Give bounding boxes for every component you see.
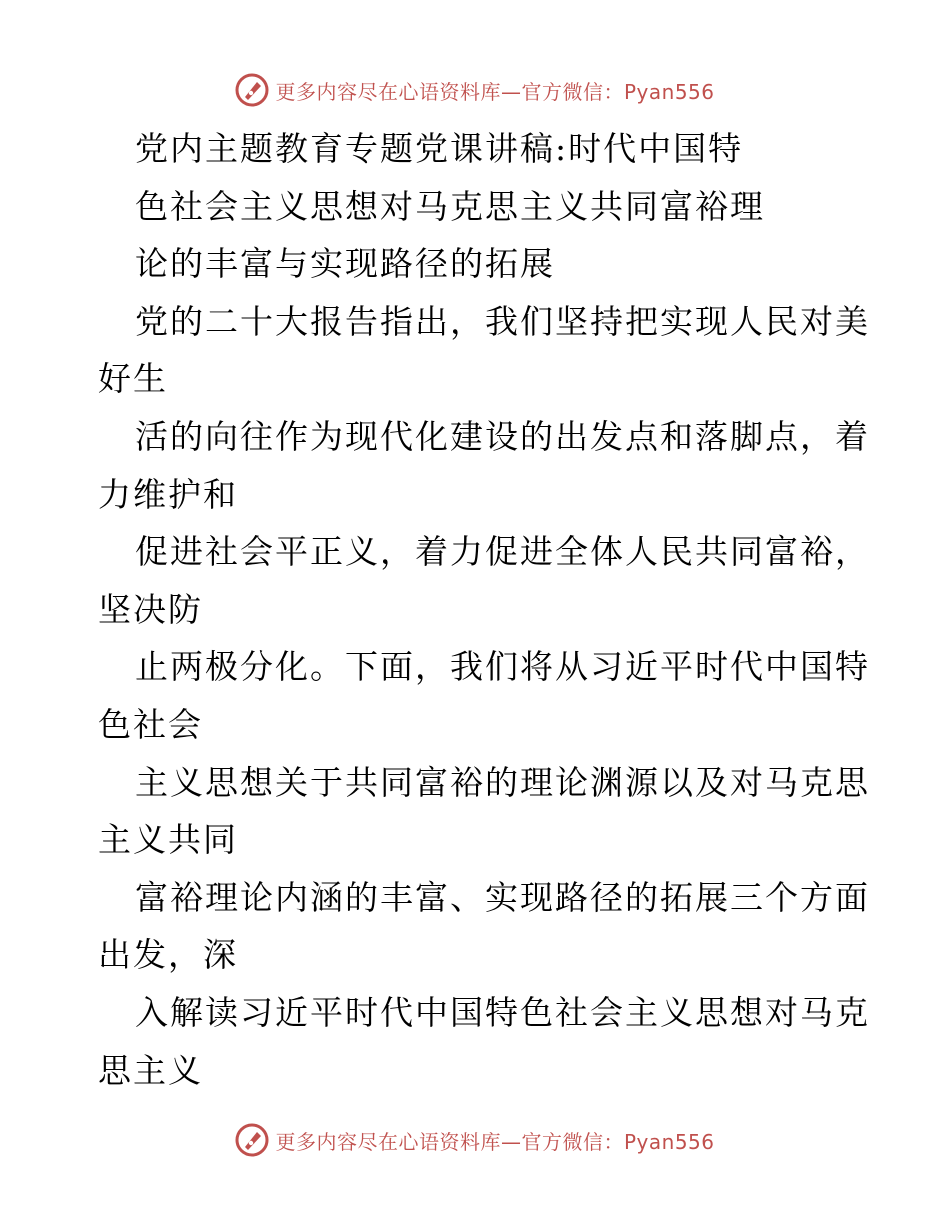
- pen-nib-logo: [235, 1123, 269, 1157]
- text-line: 促进社会平正义，着力促进全体人民共同富裕，: [135, 532, 870, 572]
- watermark-account: Pyan556: [623, 79, 715, 104]
- text-line: 主义思想关于共同富裕的理论渊源以及对马克思: [135, 762, 870, 802]
- watermark-text: 更多内容尽在心语资料库—官方微信：: [275, 79, 624, 104]
- text-line: 活的向往作为现代化建设的出发点和落脚点，着: [135, 416, 870, 456]
- text-line: 思主义: [98, 1050, 203, 1090]
- text-line: 色社会: [98, 704, 203, 744]
- text-line: 色社会主义思想对马克思主义共同富裕理: [135, 186, 765, 226]
- text-line: 主义共同: [98, 820, 238, 860]
- text-line: 党的二十大报告指出，我们坚持把实现人民对美: [135, 301, 870, 341]
- text-line: 出发，深: [98, 935, 238, 975]
- text-line: 坚决防: [98, 589, 203, 629]
- text-line: 止两极分化。下面，我们将从习近平时代中国特: [135, 647, 870, 687]
- text-line: 富裕理论内涵的丰富、实现路径的拓展三个方面: [135, 877, 870, 917]
- text-line: 党内主题教育专题党课讲稿:时代中国特: [135, 129, 744, 168]
- pen-nib-logo: [235, 73, 269, 107]
- watermark-footer: [0, 1120, 950, 1160]
- text-line: 入解读习近平时代中国特色社会主义思想对马克: [135, 992, 870, 1032]
- text-line: 论的丰富与实现路径的拓展: [135, 244, 555, 284]
- document-body: [98, 120, 870, 1099]
- watermark-account: Pyan556: [623, 1129, 715, 1154]
- watermark-text: 更多内容尽在心语资料库—官方微信：: [275, 1129, 624, 1154]
- text-line: 力维护和: [98, 474, 238, 514]
- text-line: 好生: [98, 359, 168, 399]
- watermark-header: [0, 70, 950, 110]
